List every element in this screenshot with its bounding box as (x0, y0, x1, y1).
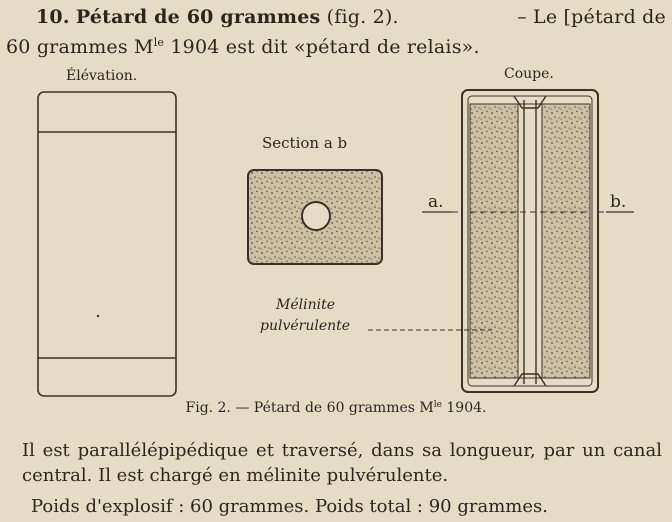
heading-line2-start: 60 grammes M (6, 36, 154, 58)
figure-reference: (fig. 2). (326, 6, 399, 28)
heading-line2-superscript: le (153, 36, 165, 49)
caption-superscript: le (433, 400, 442, 410)
section-ab-label: Section a b (262, 134, 348, 152)
body-paragraph-weights: Poids d'explosif : 60 grammes. Poids total : 90 grammes. (31, 496, 548, 517)
elevation-label: Élévation. (66, 68, 138, 84)
figure-caption (0, 400, 672, 416)
body-paragraph-description: Il est parallélépipédique et traversé, dans sa longueur, par un canal central. Il est chargé en mélinite pulvérulente. (22, 440, 662, 486)
section-a-label: a. (428, 192, 444, 212)
body-text (22, 438, 662, 519)
heading-continuation: – Le [pétard de (517, 6, 666, 28)
caption-start: Fig. 2. — Pétard de 60 grammes M (185, 400, 434, 416)
elevation-view (38, 92, 176, 396)
heading-line2-end: 1904 est dit «pétard de relais». (164, 36, 480, 58)
caption-end: 1904. (441, 400, 487, 416)
coupe-label: Coupe. (504, 66, 554, 82)
melinite-label-line2: pulvérulente (260, 318, 351, 334)
melinite-label-line1: Mélinite (276, 297, 335, 313)
section-b-label: b. (610, 192, 627, 212)
coupe-view (462, 90, 598, 392)
cross-section-view (248, 170, 382, 264)
section-number: 10. (36, 6, 70, 28)
section-title: Pétard de 60 grammes (75, 6, 321, 28)
